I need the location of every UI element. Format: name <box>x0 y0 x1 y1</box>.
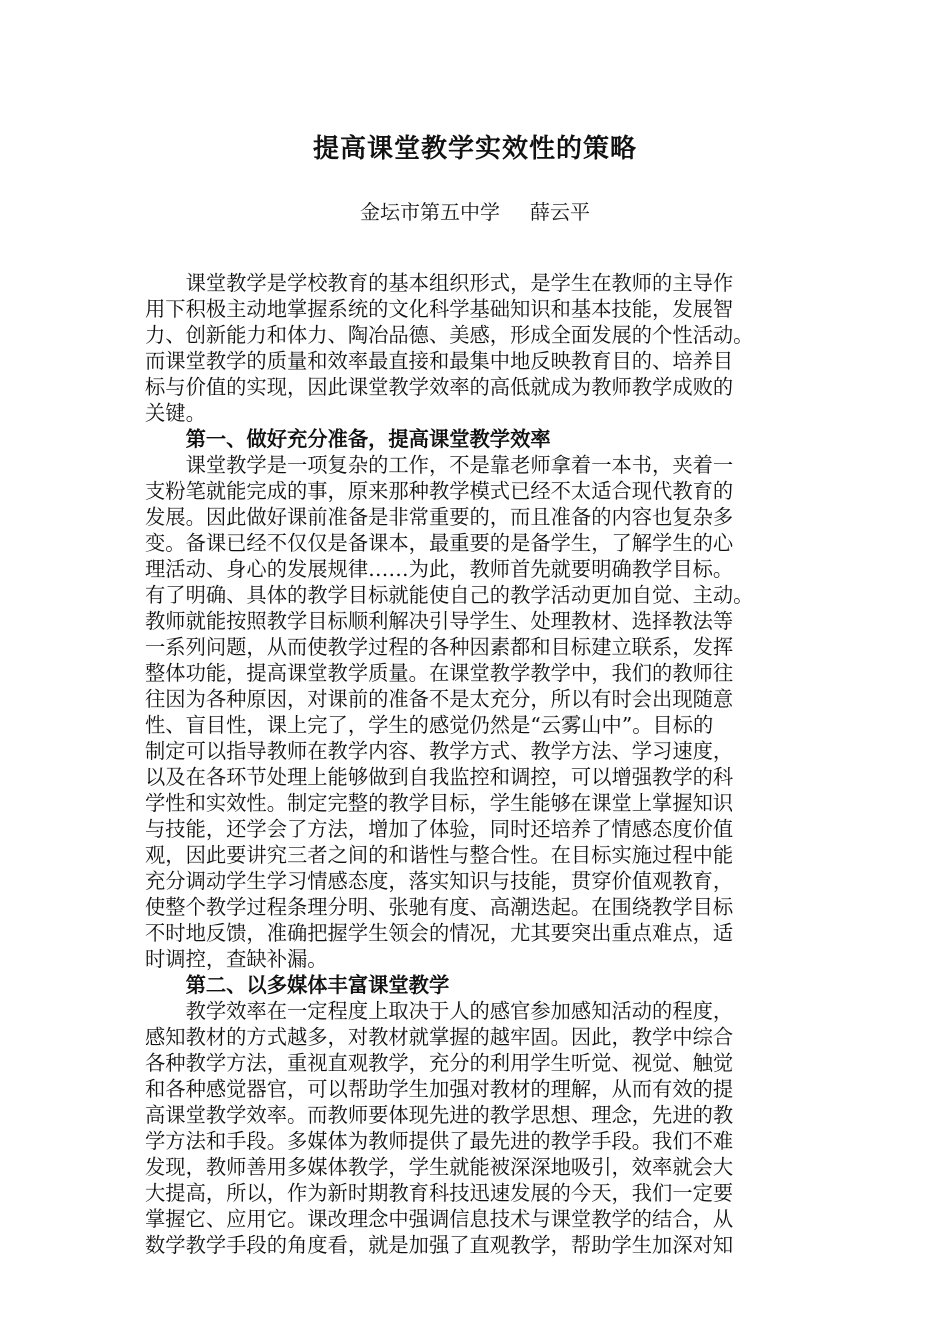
paragraph-line: 支粉笔就能完成的事，原来那种教学模式已经不太适合现代教育的 <box>145 479 734 503</box>
paragraph-line: 课堂教学是一项复杂的工作，不是靠老师拿着一本书，夹着一 <box>145 453 734 477</box>
paragraph-line: 变。备课已经不仅仅是备课本，最重要的是备学生，了解学生的心 <box>145 531 734 555</box>
paragraph-line: 充分调动学生学习情感态度，落实知识与技能，贯穿价值观教育， <box>145 869 734 893</box>
paragraph-line: 使整个教学过程条理分明、张驰有度、高潮迭起。在围绕教学目标 <box>145 895 734 919</box>
author-name: 薛云平 <box>530 200 590 224</box>
paragraph-line: 和各种感觉器官，可以帮助学生加强对教材的理解，从而有效的提 <box>145 1077 734 1101</box>
section-heading: 第一、做好充分准备，提高课堂教学效率 <box>145 427 551 451</box>
paragraph-line: 高课堂教学效率。而教师要体现先进的教学思想、理念，先进的教 <box>145 1103 734 1127</box>
paragraph-line: 用下积极主动地掌握系统的文化科学基础知识和基本技能，发展智 <box>145 297 734 321</box>
paragraph-line: 观，因此要讲究三者之间的和谐性与整合性。在目标实施过程中能 <box>145 843 734 867</box>
paragraph-line: 学性和实效性。制定完整的教学目标，学生能够在课堂上掌握知识 <box>145 791 734 815</box>
paragraph-line: 力、创新能力和体力、陶冶品德、美感，形成全面发展的个性活动。 <box>145 323 754 347</box>
paragraph-line: 关键。 <box>145 401 206 425</box>
paragraph-line: 时调控，查缺补漏。 <box>145 947 328 971</box>
paragraph-line: 学方法和手段。多媒体为教师提供了最先进的教学手段。我们不难 <box>145 1129 734 1153</box>
author-school: 金坛市第五中学 <box>360 200 500 224</box>
paragraph-line: 各种教学方法，重视直观教学，充分的利用学生听觉、视觉、触觉 <box>145 1051 734 1075</box>
paragraph-line: 性、盲目性，课上完了，学生的感觉仍然是“云雾山中”。目标的 <box>145 713 714 737</box>
paragraph-line: 而课堂教学的质量和效率最直接和最集中地反映教育目的、培养目 <box>145 349 734 373</box>
paragraph-line: 与技能，还学会了方法，增加了体验，同时还培养了情感态度价值 <box>145 817 734 841</box>
paragraph-line: 掌握它、应用它。课改理念中强调信息技术与课堂教学的结合，从 <box>145 1207 734 1231</box>
section-heading: 第二、以多媒体丰富课堂教学 <box>145 973 450 997</box>
paragraph-line: 有了明确、具体的教学目标就能使自己的教学活动更加自觉、主动。 <box>145 583 754 607</box>
paragraph-line: 数学教学手段的角度看，就是加强了直观教学，帮助学生加深对知 <box>145 1233 734 1257</box>
paragraph-line: 感知教材的方式越多，对教材就掌握的越牢固。因此，教学中综合 <box>145 1025 734 1049</box>
document-title: 提高课堂教学实效性的策略 <box>312 134 637 164</box>
paragraph-line: 发展。因此做好课前准备是非常重要的，而且准备的内容也复杂多 <box>145 505 734 529</box>
paragraph-line: 一系列问题，从而使教学过程的各种因素都和目标建立联系，发挥 <box>145 635 734 659</box>
paragraph-line: 理活动、身心的发展规律……为此，教师首先就要明确教学目标。 <box>145 557 734 581</box>
document-body <box>145 270 807 1258</box>
paragraph-line: 不时地反馈，准确把握学生领会的情况，尤其要突出重点难点，适 <box>145 921 734 945</box>
paragraph-line: 标与价值的实现，因此课堂教学效率的高低就成为教师教学成败的 <box>145 375 734 399</box>
paragraph-line: 发现，教师善用多媒体教学，学生就能被深深地吸引，效率就会大 <box>145 1155 734 1179</box>
author-line <box>0 197 950 227</box>
paragraph-line: 往因为各种原因，对课前的准备不是太充分，所以有时会出现随意 <box>145 687 734 711</box>
paragraph-line: 制定可以指导教师在教学内容、教学方式、教学方法、学习速度， <box>145 739 734 763</box>
paragraph-line: 大提高，所以，作为新时期教育科技迅速发展的今天，我们一定要 <box>145 1181 734 1205</box>
paragraph-line: 以及在各环节处理上能够做到自我监控和调控，可以增强教学的科 <box>145 765 734 789</box>
paragraph-line: 教师就能按照教学目标顺利解决引导学生、处理教材、选择教法等 <box>145 609 734 633</box>
paragraph-line: 整体功能，提高课堂教学质量。在课堂教学教学中，我们的教师往 <box>145 661 734 685</box>
paragraph-line: 课堂教学是学校教育的基本组织形式，是学生在教师的主导作 <box>145 271 734 295</box>
paragraph-line: 教学效率在一定程度上取决于人的感官参加感知活动的程度， <box>145 999 734 1023</box>
